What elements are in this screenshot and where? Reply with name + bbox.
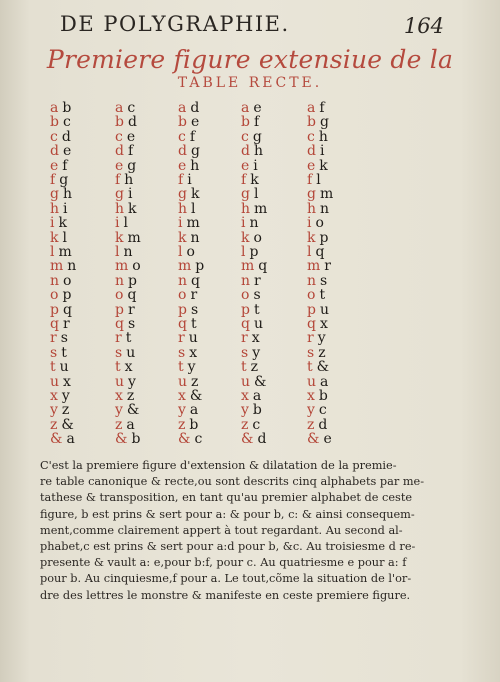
plain-letter: i: [50, 215, 55, 232]
page-number: 164: [403, 14, 444, 38]
cipher-letter: r: [254, 272, 261, 289]
plain-letter: i: [307, 215, 312, 232]
plain-letter: d: [178, 143, 187, 160]
plain-letter: z: [178, 416, 186, 433]
plain-letter: t: [50, 359, 56, 376]
plain-letter: t: [115, 359, 121, 376]
cipher-letter: &: [189, 388, 203, 404]
plain-letter: f: [115, 172, 121, 188]
cipher-letter: &: [61, 416, 74, 433]
plain-letter: m: [178, 258, 192, 275]
cipher-letter: h: [253, 143, 263, 160]
cipher-letter: q: [315, 244, 325, 260]
plain-letter: x: [178, 388, 186, 404]
cipher-letter: z: [61, 402, 70, 419]
cipher-letter: u: [188, 330, 198, 347]
cipher-letter: p: [249, 244, 259, 260]
plain-letter: s: [50, 344, 58, 361]
cipher-letter: m: [186, 215, 200, 232]
cipher-letter: s: [320, 272, 328, 289]
cipher-letter: z: [126, 388, 135, 404]
cipher-letter: p: [62, 287, 72, 304]
cipher-letter: y: [252, 344, 261, 361]
cipher-letter: e: [253, 100, 262, 116]
plain-letter: u: [178, 373, 188, 390]
cipher-letter: h: [124, 172, 134, 188]
plain-letter: c: [241, 128, 249, 145]
plain-letter: n: [241, 272, 251, 289]
plain-letter: l: [241, 244, 246, 260]
plain-letter: y: [241, 402, 249, 419]
plain-letter: u: [307, 373, 317, 390]
plain-letter: e: [50, 157, 59, 174]
plain-letter: q: [50, 316, 59, 332]
cipher-letter: b: [62, 100, 72, 116]
cipher-letter: e: [62, 143, 72, 160]
plain-letter: t: [241, 359, 247, 376]
paragraph-line: presente & vault a: e,pour b:f, pour c. Au quatriesme e pour a: f: [40, 556, 407, 570]
plain-letter: t: [307, 359, 313, 376]
plain-letter: t: [178, 359, 184, 376]
cipher-letter: m: [319, 186, 334, 203]
paragraph-line: tathese & transposition, en tant qu'au premier alphabet de ceste: [40, 491, 413, 505]
cipher-letter: c: [194, 431, 203, 448]
cipher-letter: o: [253, 229, 262, 246]
plain-letter: g: [115, 186, 124, 203]
cipher-letter: t: [61, 344, 67, 361]
plain-letter: x: [307, 388, 315, 404]
plain-letter: c: [307, 128, 315, 145]
cipher-letter: x: [319, 316, 328, 332]
plain-letter: p: [241, 301, 250, 318]
plain-letter: o: [241, 287, 250, 304]
plain-letter: k: [50, 229, 59, 246]
cipher-letter: z: [318, 344, 326, 361]
cipher-letter: f: [127, 143, 134, 160]
plain-letter: n: [50, 272, 60, 289]
cipher-letter: u: [319, 301, 329, 318]
plain-letter: r: [241, 330, 248, 347]
cipher-letter: r: [62, 316, 70, 332]
cipher-letter: m: [254, 200, 268, 217]
plain-letter: o: [307, 287, 316, 304]
plain-letter: y: [50, 402, 58, 419]
cipher-letter: c: [318, 402, 327, 419]
plain-letter: p: [178, 301, 187, 318]
plain-letter: s: [241, 344, 249, 361]
cipher-letter: p: [195, 258, 205, 275]
cipher-letter: k: [128, 200, 137, 217]
cipher-letter: i: [63, 200, 68, 217]
cipher-letter: d: [61, 128, 71, 145]
letter-pair: [307, 431, 332, 448]
plain-letter: i: [241, 215, 246, 232]
plain-letter: x: [50, 388, 58, 404]
cipher-letter: b: [318, 388, 328, 404]
cipher-letter: y: [61, 388, 70, 404]
plain-letter: k: [178, 229, 187, 246]
cipher-letter: z: [191, 373, 199, 390]
cipher-letter: l: [62, 229, 67, 246]
plain-letter: a: [307, 100, 316, 116]
plain-letter: p: [115, 301, 124, 318]
plain-letter: a: [115, 100, 124, 116]
cipher-letter: x: [189, 344, 198, 361]
plain-letter: c: [178, 128, 186, 145]
cipher-letter: g: [127, 157, 137, 174]
plain-letter: x: [241, 388, 249, 404]
cipher-letter: r: [190, 287, 198, 304]
plain-letter: &: [241, 431, 254, 448]
cipher-letter: h: [62, 186, 72, 203]
cipher-letter: s: [190, 301, 199, 318]
cipher-letter: g: [59, 172, 69, 188]
paragraph-line: re table canonique & recte,ou sont descrits cinq alphabets par me-: [40, 475, 425, 489]
paragraph-line: ment,comme clairement appert à tout regardant. Au second al-: [40, 523, 403, 537]
cipher-letter: b: [131, 431, 141, 448]
plain-letter: q: [115, 316, 124, 332]
paragraph-line: figure, b est prins & sert pour a: & pour b, c: & ainsi consequem-: [40, 507, 415, 521]
plain-letter: l: [178, 244, 183, 260]
plain-letter: d: [307, 143, 316, 160]
cipher-letter: o: [315, 215, 324, 232]
cipher-letter: n: [190, 229, 200, 246]
cipher-letter: i: [319, 143, 325, 160]
cipher-letter: u: [253, 316, 263, 332]
cipher-letter: g: [190, 143, 200, 160]
plain-letter: p: [50, 301, 59, 318]
plain-letter: g: [241, 186, 250, 203]
plain-letter: c: [115, 128, 123, 145]
plain-letter: &: [307, 431, 320, 448]
running-title: DE POLYGRAPHIE.: [60, 12, 290, 36]
plain-letter: b: [241, 114, 250, 131]
cipher-letter: p: [128, 272, 137, 289]
letter-pair: [178, 431, 202, 448]
cipher-letter: x: [63, 373, 71, 390]
paragraph-line: C'est la premiere figure d'extension & dilatation de la premie-: [40, 459, 397, 472]
cipher-letter: z: [250, 359, 259, 376]
cipher-letter: n: [249, 215, 259, 232]
cipher-letter: k: [319, 157, 328, 174]
cipher-letter: i: [253, 157, 258, 174]
paragraph-line: pour b. Au cinquiesme,f pour a. Le tout,cõme la situation de l'or-: [40, 572, 412, 586]
cipher-letter: o: [186, 244, 195, 260]
plain-letter: h: [241, 200, 251, 217]
cipher-letter: d: [127, 114, 137, 131]
cipher-letter: d: [257, 431, 267, 448]
cipher-letter: d: [190, 100, 200, 116]
cipher-letter: q: [127, 287, 137, 304]
cipher-letter: t: [253, 301, 260, 318]
plain-letter: l: [50, 244, 55, 260]
cipher-letter: x: [124, 359, 133, 376]
cipher-letter: s: [60, 330, 68, 347]
plain-letter: i: [178, 215, 183, 232]
plain-letter: e: [241, 157, 250, 174]
plain-letter: r: [307, 330, 314, 347]
plain-letter: u: [115, 373, 125, 390]
cipher-letter: k: [58, 215, 67, 232]
plain-letter: m: [241, 258, 255, 275]
cipher-letter: &: [254, 373, 267, 390]
plain-letter: e: [307, 157, 316, 174]
cipher-letter: g: [252, 128, 262, 145]
cipher-letter: b: [189, 416, 199, 433]
cipher-letter: t: [190, 316, 197, 332]
letter-pair: [115, 431, 140, 448]
cipher-letter: q: [191, 272, 200, 289]
running-header: [60, 12, 444, 42]
plain-letter: u: [50, 373, 60, 390]
plain-letter: k: [307, 229, 316, 246]
cipher-letter: y: [128, 373, 136, 390]
plain-letter: s: [307, 344, 315, 361]
plain-letter: y: [178, 402, 186, 419]
plain-letter: h: [115, 200, 125, 217]
plain-letter: q: [241, 316, 250, 332]
plain-letter: c: [50, 128, 58, 145]
plain-letter: i: [115, 215, 120, 232]
explanation-paragraph: [40, 458, 425, 604]
plain-letter: h: [50, 200, 60, 217]
cipher-letter: d: [318, 416, 328, 433]
cipher-letter: t: [125, 330, 132, 347]
plain-letter: b: [178, 114, 187, 131]
plain-letter: q: [178, 316, 187, 332]
cipher-letter: i: [127, 186, 133, 203]
cipher-letter: a: [126, 416, 135, 433]
cipher-letter: l: [123, 215, 128, 232]
plain-letter: s: [115, 344, 123, 361]
cipher-letter: r: [127, 301, 135, 318]
cipher-letter: k: [190, 186, 200, 203]
cipher-letter: l: [316, 172, 321, 188]
cipher-letter: n: [123, 244, 133, 260]
cipher-letter: e: [126, 128, 136, 145]
cipher-letter: h: [190, 157, 200, 174]
plain-letter: f: [178, 172, 184, 188]
plain-letter: u: [241, 373, 251, 390]
cipher-letter: m: [58, 244, 72, 260]
plain-letter: a: [50, 100, 59, 116]
plain-letter: h: [307, 200, 317, 217]
cipher-letter: q: [258, 258, 268, 275]
plain-letter: l: [115, 244, 120, 260]
cipher-letter: i: [187, 172, 192, 188]
plain-letter: a: [241, 100, 250, 116]
plain-letter: z: [50, 416, 58, 433]
plain-letter: n: [307, 272, 317, 289]
cipher-letter: e: [323, 431, 332, 448]
cipher-letter: f: [189, 128, 196, 145]
plain-letter: r: [50, 330, 57, 347]
cipher-letter: a: [320, 373, 329, 390]
plain-letter: d: [241, 143, 250, 160]
paragraph-line: dre des lettres le monstre & manifeste en ceste premiere figure.: [40, 588, 411, 602]
plain-letter: z: [241, 416, 249, 433]
cipher-letter: c: [62, 114, 71, 131]
plain-letter: z: [115, 416, 123, 433]
figure-subtitle: TABLE RECTE.: [177, 75, 323, 91]
cipher-letter: l: [253, 186, 259, 203]
cipher-letter: n: [67, 258, 77, 275]
figure-title: Premiere figure extensiue de la: [46, 45, 454, 74]
plain-letter: e: [178, 157, 187, 174]
cipher-letter: s: [253, 287, 261, 304]
cipher-letter: q: [62, 301, 72, 318]
cipher-letter: c: [252, 416, 261, 433]
plain-letter: a: [178, 100, 187, 116]
cipher-letter: p: [319, 229, 329, 246]
cipher-letter: y: [317, 330, 326, 347]
cipher-letter: r: [324, 258, 331, 275]
plain-letter: m: [50, 258, 64, 275]
plain-letter: r: [178, 330, 185, 347]
plain-letter: g: [50, 186, 59, 203]
cipher-letter: &: [316, 359, 330, 376]
cipher-letter: a: [252, 388, 262, 404]
cipher-letter: u: [59, 359, 69, 376]
plain-letter: d: [115, 143, 124, 160]
plain-letter: n: [115, 272, 125, 289]
cipher-letter: k: [250, 172, 259, 188]
plain-letter: &: [178, 431, 191, 448]
cipher-letter: n: [320, 200, 330, 217]
plain-letter: f: [241, 172, 247, 188]
plain-letter: h: [178, 200, 188, 217]
cipher-letter: t: [319, 287, 326, 304]
plain-letter: n: [178, 272, 188, 289]
plain-letter: y: [307, 402, 315, 419]
cipher-letter: b: [252, 402, 262, 419]
paragraph-line: phabet,c est prins & sert pour a:d pour b, &c. Au troisiesme d re-: [40, 540, 416, 554]
cipher-letter: a: [66, 431, 75, 448]
alphabet-table: [50, 100, 350, 450]
plain-letter: &: [115, 431, 128, 448]
plain-letter: y: [115, 402, 123, 419]
letter-pair: [50, 431, 75, 448]
plain-letter: o: [50, 287, 59, 304]
plain-letter: f: [307, 172, 313, 188]
cipher-letter: c: [127, 100, 136, 116]
plain-letter: s: [178, 344, 186, 361]
cipher-letter: a: [189, 402, 199, 419]
cipher-letter: l: [191, 200, 196, 217]
cipher-letter: h: [318, 128, 328, 145]
plain-letter: b: [115, 114, 124, 131]
plain-letter: k: [241, 229, 250, 246]
plain-letter: b: [50, 114, 59, 131]
plain-letter: m: [115, 258, 129, 275]
plain-letter: o: [178, 287, 187, 304]
plain-letter: d: [50, 143, 59, 160]
cipher-letter: u: [126, 344, 136, 361]
cipher-letter: o: [63, 272, 72, 289]
cipher-letter: s: [127, 316, 136, 332]
plain-letter: &: [50, 431, 63, 448]
letter-pair: [241, 431, 266, 448]
plain-letter: m: [307, 258, 321, 275]
plain-letter: k: [115, 229, 124, 246]
plain-letter: l: [307, 244, 312, 260]
plain-letter: r: [115, 330, 122, 347]
plain-letter: e: [115, 157, 124, 174]
plain-letter: g: [307, 186, 316, 203]
plain-letter: b: [307, 114, 316, 131]
plain-letter: f: [50, 172, 56, 188]
cipher-letter: o: [132, 258, 141, 275]
cipher-letter: m: [127, 229, 141, 246]
cipher-letter: f: [62, 157, 68, 174]
plain-letter: x: [115, 388, 123, 404]
cipher-letter: g: [319, 114, 329, 131]
plain-letter: g: [178, 186, 187, 203]
cipher-letter: &: [126, 402, 140, 419]
cipher-letter: x: [251, 330, 260, 347]
plain-letter: o: [115, 287, 124, 304]
cipher-letter: e: [190, 114, 200, 131]
cipher-letter: y: [187, 359, 196, 376]
plain-letter: q: [307, 316, 316, 332]
cipher-letter: f: [319, 100, 325, 116]
cipher-letter: f: [253, 114, 260, 131]
plain-letter: z: [307, 416, 315, 433]
plain-letter: p: [307, 301, 316, 318]
